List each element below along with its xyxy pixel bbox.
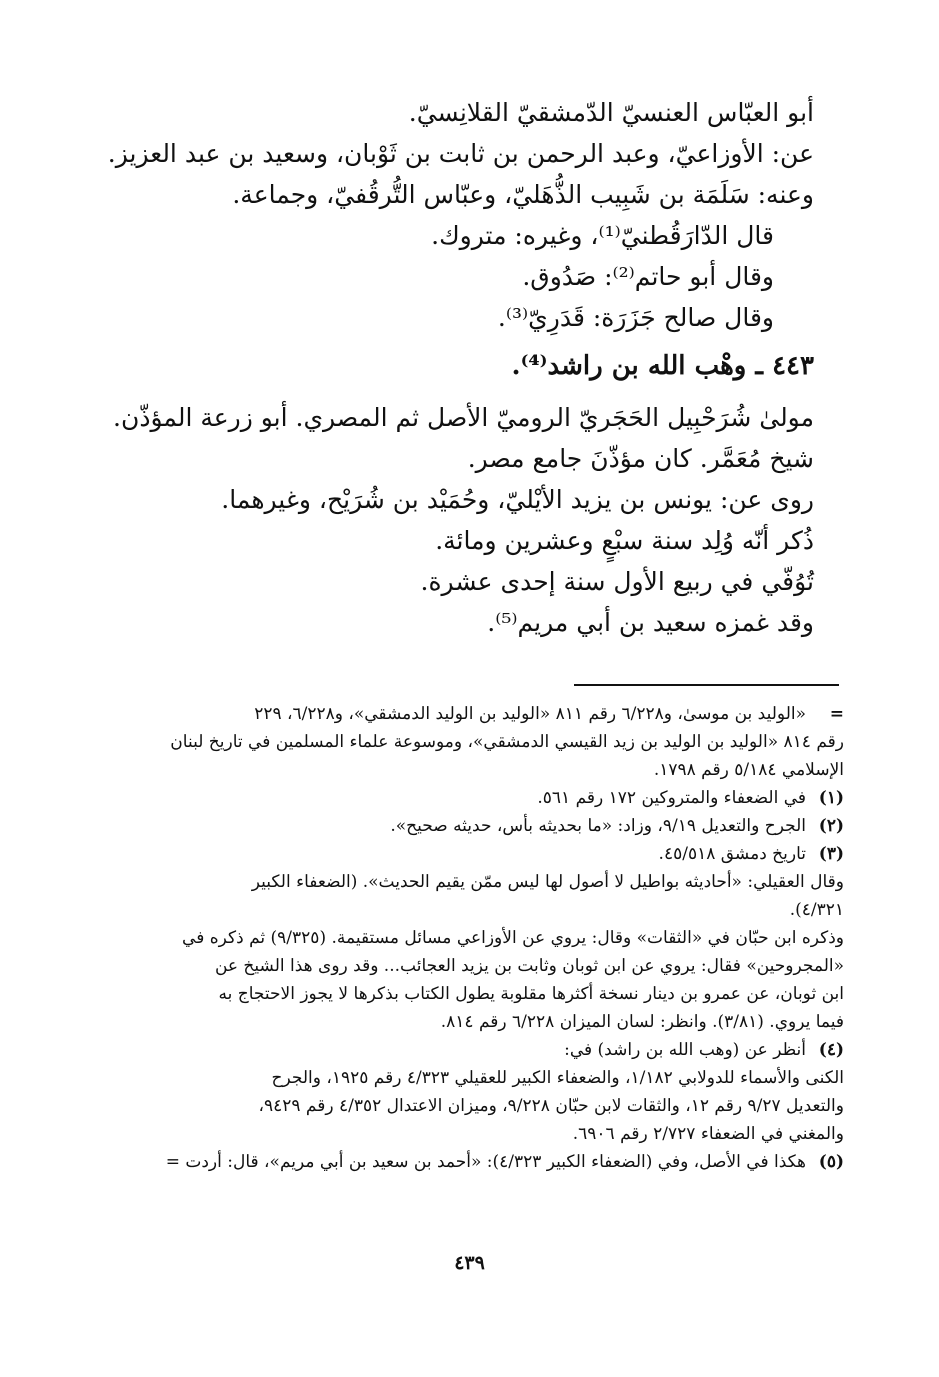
main-text	[94, 92, 814, 643]
footnote-text: هكذا في الأصل، وفي (الضعفاء الكبير ٤/٣٢٣): «أحمد بن سعيد بن أبي مريم»، قال: أردت =	[165, 1152, 806, 1172]
footnote-text: وذكره ابن حبّان في «الثقات» وقال: يروي عن الأوزاعي مسائل مستقيمة. (٩/٣٢٥) ثم ذكره في	[182, 928, 844, 948]
text-line: تُوُفّي في ربيع الأول سنة إحدى عشرة.	[420, 567, 814, 596]
footnote-number: (٢)	[818, 816, 844, 836]
footnote-5	[99, 1148, 844, 1176]
footnote-text: «المجروحين» فقال: يروي عن ابن ثوبان وثابت بن يزيد العجائب... وقد روى هذا الشيخ عن	[214, 956, 844, 976]
footnote-text: الإسلامي ٥/١٨٤ رقم ١٧٩٨.	[653, 760, 844, 780]
footnote-text: ابن ثوبان، عن عمرو بن دينار نسخة أكثرها مقلوبة يطول الكتاب بذكرها لا يجوز الاحتجاج به	[218, 984, 844, 1004]
footnote-4	[99, 1036, 844, 1064]
footnote-divider	[574, 684, 839, 686]
footnotes	[99, 700, 844, 1176]
footnote-text: ٤/٣٢١).	[789, 900, 844, 920]
text-line: شيخ مُعَمَّر. كان مؤذّنَ جامع مصر.	[467, 444, 814, 473]
text-line: أبو العبّاس العنسيّ الدّمشقيّ القلانِسيّ.	[408, 98, 814, 127]
footnote-text: الجرح والتعديل ٩/١٩، وزاد: «ما بحديثه بأس، حديثه صحيح».	[390, 816, 806, 836]
footnote-number: (٣)	[818, 844, 844, 864]
footnote-continuation	[99, 700, 844, 728]
footnote-text: تاريخ دمشق ٤٥/٥١٨.	[658, 844, 806, 864]
text-line: وعنه: سَلَمَة بن شَبِيب الذُّهَليّ، وعبّاس التُّرقُفيّ، وجماعة.	[232, 180, 814, 209]
text-line: عن: الأوزاعيّ، وعبد الرحمن بن ثابت بن ثَوْبان، وسعيد بن عبد العزيز.	[107, 139, 814, 168]
text-line: وقال أبو حاتم⁽²⁾: صَدُوق.	[522, 262, 774, 291]
text-line: وقد غمزه سعيد بن أبي مريم⁽⁵⁾.	[487, 608, 814, 637]
footnote-text: أنظر عن (وهب الله بن راشد) في:	[564, 1040, 806, 1060]
footnote-number: (٤)	[818, 1040, 844, 1060]
footnote-text: الكنى والأسماء للدولابي ١/١٨٢، والضعفاء الكبير للعقيلي ٤/٣٢٣ رقم ١٩٢٥، والجرح	[271, 1068, 844, 1088]
footnote-text: «الوليد بن موسىٰ، و٦/٢٢٨ رقم ٨١١ «الوليد بن الوليد الدمشقي»، و٦/٢٢٨، ٢٢٩	[254, 704, 806, 724]
continuation-marker: =	[829, 704, 844, 724]
text-line: ذُكر أنّه وُلِد سنة سبْعٍ وعشرين ومائة.	[435, 526, 814, 555]
text-line: قال الدّارَقُطنيّ⁽¹⁾، وغيره: متروك.	[431, 221, 774, 250]
footnote-number: (٥)	[818, 1152, 844, 1172]
text-line: وقال صالح جَزَرَة: قَدَرِيّ⁽³⁾.	[497, 303, 774, 332]
footnote-3	[99, 840, 844, 868]
footnote-text: في الضعفاء والمتروكين ١٧٢ رقم ٥٦١.	[537, 788, 806, 808]
text-line: روى عن: يونس بن يزيد الأيْليّ، وحُمَيْد بن شُرَيْح، وغيرهما.	[221, 485, 814, 514]
entry-heading: ٤٤٣ ـ وهْب الله بن راشد⁽⁴⁾.	[511, 351, 814, 381]
text-line: مولىٰ شُرَحْبِيل الحَجَريّ الروميّ الأصل ثم المصري. أبو زرعة المؤذّن.	[113, 403, 814, 432]
footnote-text: والتعديل ٩/٢٧ رقم ١٢، والثقات لابن حبّان ٩/٢٢٨، وميزان الاعتدال ٤/٣٥٢ رقم ٩٤٢٩،	[258, 1096, 844, 1116]
page-number: ٤٣٩	[454, 1252, 485, 1274]
footnote-text: والمغني في الضعفاء ٢/٧٢٧ رقم ٦٩٠٦.	[572, 1124, 844, 1144]
footnote-text: وقال العقيلي: «أحاديثه بواطيل لا أصول لها ليس ممّن يقيم الحديث». (الضعفاء الكبير	[251, 872, 844, 892]
footnote-number: (١)	[818, 788, 844, 808]
footnote-text: فيما يروي. (٣/٨١). وانظر: لسان الميزان ٦/٢٢٨ رقم ٨١٤.	[440, 1012, 844, 1032]
footnote-2	[99, 812, 844, 840]
footnote-1	[99, 784, 844, 812]
footnote-text: رقم ٨١٤ «الوليد بن الوليد بن زيد القيسي الدمشقي»، وموسوعة علماء المسلمين في تاريخ لبنان	[170, 732, 844, 752]
